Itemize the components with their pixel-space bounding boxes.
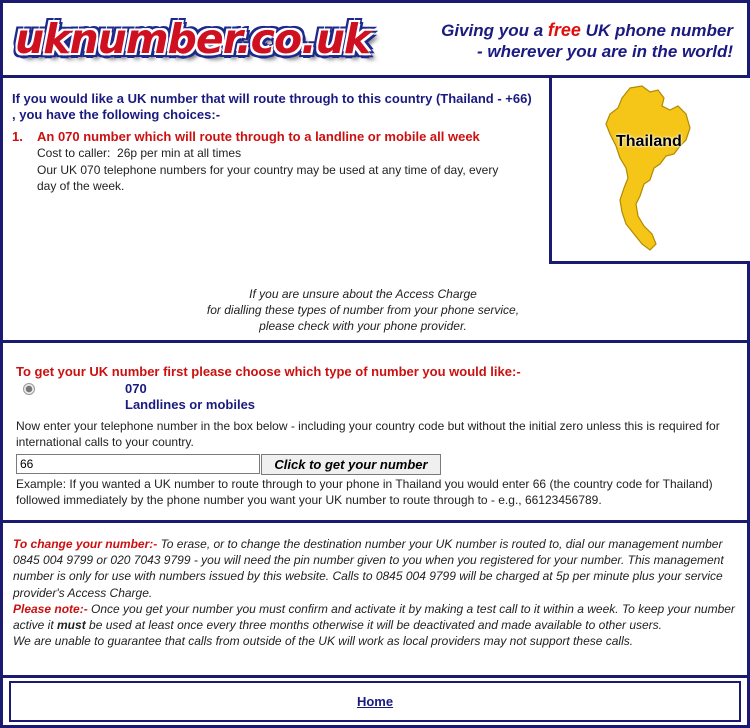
notes-text bbox=[13, 536, 738, 649]
please-note-text-1: Once you get your number you must confirm and activate it by making a test call to it within a week. To keep your number active it bbox=[13, 601, 735, 633]
intro-question: If you would like a UK number that will route through to this country (Thailand - +66) , you have the following choices:- bbox=[12, 91, 532, 122]
number-type-code: 070 bbox=[125, 381, 147, 396]
phone-number-input[interactable] bbox=[16, 454, 260, 474]
access-charge-note bbox=[183, 286, 543, 334]
example-text: Example: If you wanted a UK number to route through to your phone in Thailand you would enter 66 (the country code for Thailand) followed immediately by the phone number you want your UK number to route through to - e.g., 66123456789. bbox=[16, 477, 713, 507]
site-header bbox=[0, 0, 750, 78]
option-number: 1. bbox=[12, 129, 23, 144]
access-note-line3: please check with your phone provider. bbox=[259, 319, 467, 333]
access-note-line1: If you are unsure about the Access Charge bbox=[249, 287, 477, 301]
phone-instructions: Now enter your telephone number in the box below - including your country code but without the initial zero unless this is required for international calls to your country. bbox=[16, 419, 720, 449]
tagline-pre: Giving you a bbox=[441, 21, 548, 40]
please-note-must: must bbox=[57, 618, 86, 633]
notes-section bbox=[0, 523, 750, 675]
access-note-line2: for dialling these types of number from your phone service, bbox=[206, 303, 520, 317]
get-number-button[interactable]: Click to get your number bbox=[261, 454, 441, 475]
footer-nav bbox=[9, 681, 741, 722]
guarantee-note: We are unable to guarantee that calls from outside of the UK will work as local providers may not support these calls. bbox=[13, 634, 634, 649]
change-number-label: To change your number:- bbox=[13, 537, 158, 551]
map-label: Thailand bbox=[616, 133, 682, 150]
number-request-form bbox=[0, 343, 750, 523]
intro-section bbox=[0, 78, 750, 343]
tagline-free: free bbox=[547, 20, 581, 40]
site-logo[interactable] bbox=[15, 9, 405, 69]
change-number-text: To erase, or to change the destination number your UK number is routed to, dial our management number 0845 004 9799 or 020 7043 9799 - you will need the pin number given to you when you registered for your number. This management number is only for use with numbers issued by this website. Calls to 0845 004 9799 will be charged at 5p per minute plus your service provider's Access Charge. bbox=[13, 537, 724, 600]
option-title: An 070 number which will route through to a landline or mobile all week bbox=[37, 129, 480, 144]
cost-value: 26p per min at all times bbox=[117, 146, 242, 160]
number-type-radio[interactable] bbox=[23, 383, 35, 395]
logo-text: uknumber.co.uk bbox=[15, 15, 371, 63]
country-map-box bbox=[549, 78, 750, 264]
thailand-map-image bbox=[600, 84, 695, 256]
please-note-text-2: be used at least once every three months otherwise it will be deactivated and made available to other users. bbox=[85, 618, 663, 633]
option-cost bbox=[37, 146, 241, 160]
please-note-label: Please note:- bbox=[13, 601, 88, 616]
tagline-line2: - wherever you are in the world! bbox=[476, 42, 733, 61]
home-link[interactable]: Home bbox=[356, 694, 394, 709]
tagline bbox=[403, 20, 733, 62]
site-footer bbox=[0, 675, 750, 728]
number-type-desc: Landlines or mobiles bbox=[125, 397, 256, 412]
tagline-post: UK phone number bbox=[580, 21, 733, 40]
option-description: Our UK 070 telephone numbers for your country may be used at any time of day, every day of the week. bbox=[37, 163, 499, 193]
cost-label: Cost to caller: bbox=[37, 146, 111, 160]
form-title: To get your UK number first please choose which type of number you would like:- bbox=[16, 364, 521, 379]
